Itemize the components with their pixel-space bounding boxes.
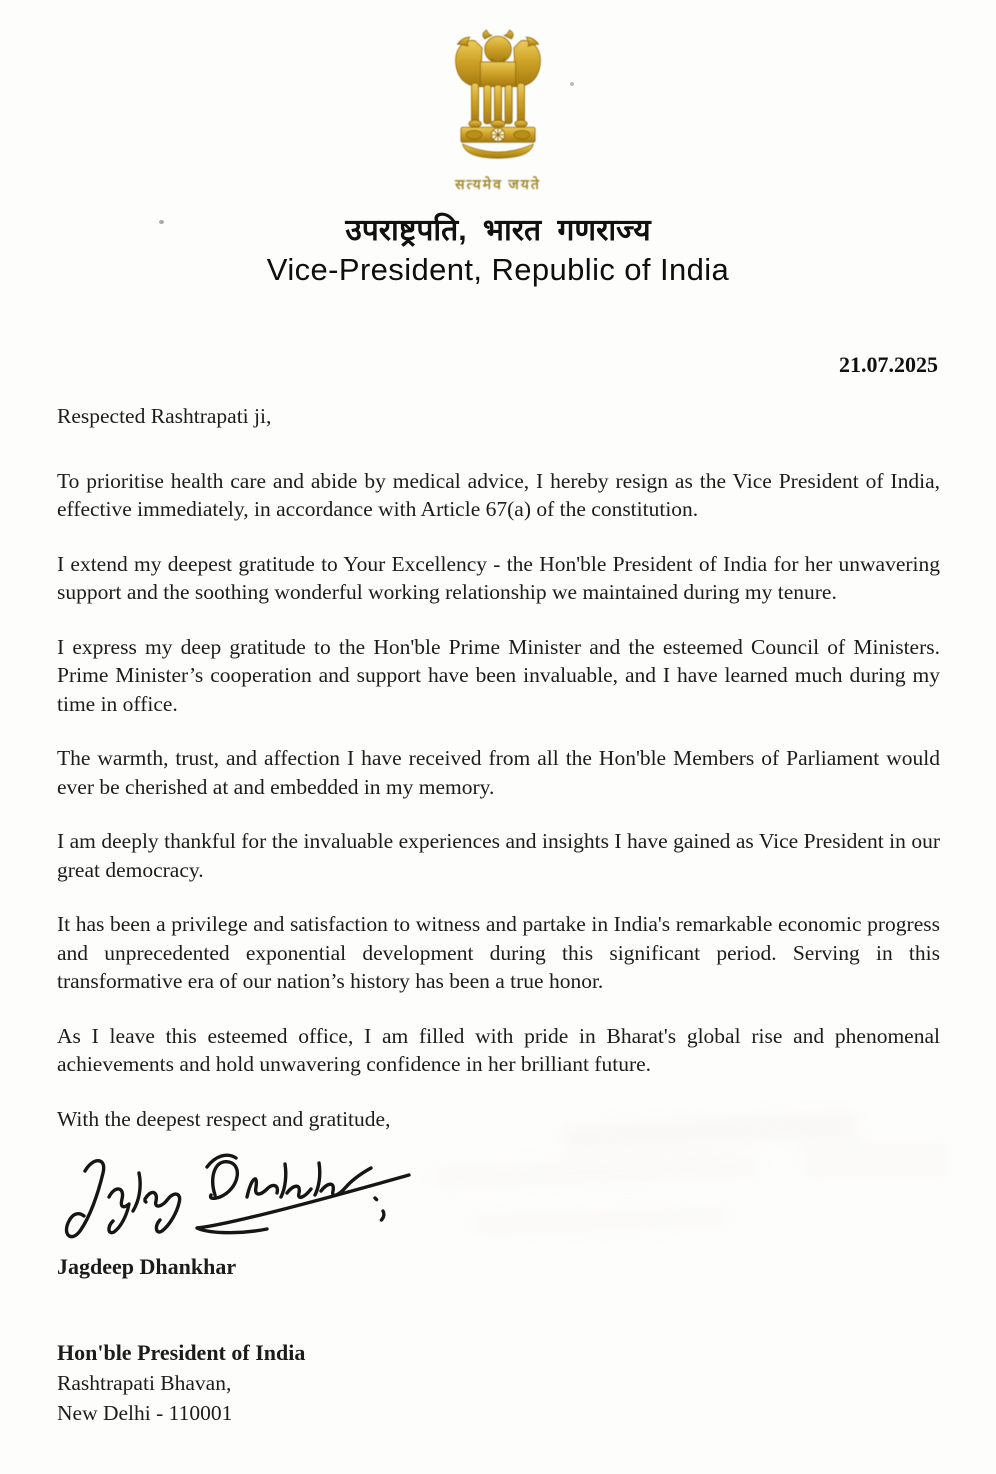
national-emblem-icon xyxy=(0,26,996,172)
letter-paragraph: It has been a privilege and satisfaction to witness and partake in India's remarkable economic progress and unprecedented exponential development during this significant period. Serving in this transformative era of our nation’s history has been a true honor. xyxy=(57,912,940,993)
handwritten-signature xyxy=(57,1149,940,1249)
letter-paragraph: I extend my deepest gratitude to Your Excellency - the Hon'ble President of India for her unwavering support and the soothing wonderful working relationship we maintained during my tenure. xyxy=(57,551,940,604)
letterhead-title-hindi: उपराष्ट्रपति, भारत गणराज्य xyxy=(345,214,651,247)
closing-line: With the deepest respect and gratitude, xyxy=(57,1106,391,1131)
letter-paragraph: As I leave this esteemed office, I am filled with pride in Bharat's global rise and phenomenal achievements and hold unwavering confidence in her brilliant future. xyxy=(57,1023,940,1076)
letter-body xyxy=(0,402,996,1428)
salutation: Respected Rashtrapati ji, xyxy=(57,404,272,428)
letter-paragraph: The warmth, trust, and affection I have received from all the Hon'ble Members of Parliament would ever be cherished at and embedded in my memory. xyxy=(57,746,940,799)
recipient-line-1: Hon'ble President of India xyxy=(57,1339,306,1365)
letter-paragraphs xyxy=(57,467,940,1079)
letterhead xyxy=(0,0,996,288)
recipient-line-3: New Delhi - 110001 xyxy=(57,1400,233,1425)
letter-paragraph: To prioritise health care and abide by medical advice, I hereby resign as the Vice President of India, effective immediately, in accordance with Article 67(a) of the constitution. xyxy=(57,468,940,521)
recipient-line-2: Rashtrapati Bhavan, xyxy=(57,1370,232,1395)
letter-paragraph: I express my deep gratitude to the Hon'ble Prime Minister and the esteemed Council of Ministers. Prime Minister’s cooperation and support have been invaluable, and I have learned much during my time in office. xyxy=(57,634,940,716)
letterhead-title-english: Vice-President, Republic of India xyxy=(266,252,730,287)
letter-paragraph: I am deeply thankful for the invaluable experiences and insights I have gained as Vice President in our great democracy. xyxy=(57,829,940,882)
recipient-address xyxy=(57,1338,940,1428)
signatory-printed-name: Jagdeep Dhankhar xyxy=(57,1254,237,1279)
letter-date: 21.07.2025 xyxy=(839,352,938,377)
emblem-motto: सत्यमेव जयते xyxy=(455,178,541,193)
